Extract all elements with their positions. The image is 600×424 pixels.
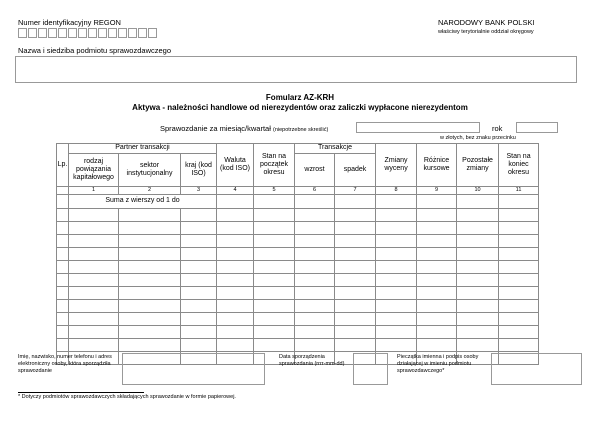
table-row <box>57 339 539 352</box>
table-cell[interactable] <box>181 209 217 222</box>
table-cell[interactable] <box>181 300 217 313</box>
table-cell[interactable] <box>376 248 417 261</box>
table-cell[interactable] <box>457 326 499 339</box>
table-cell[interactable] <box>295 313 335 326</box>
table-cell[interactable] <box>335 235 376 248</box>
table-cell[interactable] <box>254 209 295 222</box>
table-cell[interactable] <box>499 222 539 235</box>
date-field[interactable] <box>353 353 388 385</box>
contact-field[interactable] <box>122 353 265 385</box>
table-cell[interactable] <box>217 300 254 313</box>
table-cell[interactable] <box>119 287 181 300</box>
table-cell[interactable] <box>254 287 295 300</box>
table-cell[interactable] <box>417 248 457 261</box>
regon-digit-box[interactable] <box>58 28 67 38</box>
table-cell[interactable] <box>417 261 457 274</box>
sum-cell[interactable] <box>499 195 539 209</box>
sum-cell[interactable] <box>417 195 457 209</box>
lp-cell <box>57 313 69 326</box>
col-header-wzrost: wzrost <box>295 154 335 187</box>
table-cell[interactable] <box>119 222 181 235</box>
table-cell[interactable] <box>376 313 417 326</box>
table-cell[interactable] <box>457 274 499 287</box>
table-cell[interactable] <box>417 209 457 222</box>
table-cell[interactable] <box>181 326 217 339</box>
period-label <box>160 124 328 133</box>
table-cell[interactable] <box>295 209 335 222</box>
table-cell[interactable] <box>69 274 119 287</box>
column-number-cell: 4 <box>217 187 254 195</box>
date-label: Data sporządzenia sprawozdania (rrrr-mm-dd) <box>279 354 345 367</box>
lp-cell <box>57 222 69 235</box>
bank-branch: właściwy terytorialnie oddział okręgowy <box>438 29 534 35</box>
header-row-top <box>57 144 539 154</box>
regon-digit-box[interactable] <box>48 28 57 38</box>
table-cell[interactable] <box>119 313 181 326</box>
table-cell[interactable] <box>217 313 254 326</box>
regon-digit-box[interactable] <box>18 28 27 38</box>
col-group-transakcje: Transakcje <box>295 144 376 154</box>
table-cell[interactable] <box>335 261 376 274</box>
table-cell[interactable] <box>119 209 181 222</box>
sum-cell[interactable] <box>376 195 417 209</box>
regon-digit-box[interactable] <box>98 28 107 38</box>
lp-cell <box>57 339 69 352</box>
table-row <box>57 300 539 313</box>
table-cell[interactable] <box>181 235 217 248</box>
table-cell[interactable] <box>335 300 376 313</box>
table-cell[interactable] <box>119 274 181 287</box>
regon-digit-box[interactable] <box>148 28 157 38</box>
period-field[interactable] <box>356 122 480 133</box>
regon-digit-box[interactable] <box>108 28 117 38</box>
col-group-partner: Partner transakcji <box>69 144 217 154</box>
regon-label: Numer identyfikacyjny REGON <box>18 18 121 27</box>
table-cell[interactable] <box>69 313 119 326</box>
table-cell[interactable] <box>119 326 181 339</box>
lp-cell <box>57 300 69 313</box>
regon-digit-box[interactable] <box>138 28 147 38</box>
table-cell[interactable] <box>69 235 119 248</box>
lp-cell <box>57 209 69 222</box>
table-row <box>57 287 539 300</box>
table-cell[interactable] <box>499 209 539 222</box>
table-cell[interactable] <box>295 222 335 235</box>
col-header-pozostale-zmiany: Pozostałe zmiany <box>457 144 499 187</box>
table-row <box>57 248 539 261</box>
table-row <box>57 261 539 274</box>
table-cell[interactable] <box>417 287 457 300</box>
units-note: w złotych, bez znaku przecinku <box>440 135 516 141</box>
table-cell[interactable] <box>254 248 295 261</box>
sum-row <box>57 195 539 209</box>
sum-cell[interactable] <box>254 195 295 209</box>
table-cell[interactable] <box>376 300 417 313</box>
column-number-cell: 11 <box>499 187 539 195</box>
stamp-label: Pieczątka imienna i podpis osoby działającej w imieniu podmiotu sprawozdawczego* <box>397 354 479 374</box>
form-title: Fomularz AZ-KRH <box>265 93 335 102</box>
table-cell[interactable] <box>457 313 499 326</box>
table-cell[interactable] <box>119 339 181 352</box>
table-cell[interactable] <box>457 339 499 352</box>
entity-label: Nazwa i siedziba podmiotu sprawozdawczego <box>18 46 171 55</box>
table-cell[interactable] <box>335 313 376 326</box>
regon-digit-box[interactable] <box>38 28 47 38</box>
table-cell[interactable] <box>499 300 539 313</box>
sum-lp-cell <box>57 195 69 209</box>
table-cell[interactable] <box>217 248 254 261</box>
contact-label: Imię, nazwisko, numer telefonu i adres elektroniczny osoby, która sporządziła sprawozdanie <box>18 354 112 374</box>
table-cell[interactable] <box>254 326 295 339</box>
table-cell[interactable] <box>376 222 417 235</box>
column-number-cell: 5 <box>254 187 295 195</box>
column-number-cell <box>57 187 69 195</box>
regon-digit-box[interactable] <box>28 28 37 38</box>
col-header-spadek: spadek <box>335 154 376 187</box>
table-cell[interactable] <box>457 222 499 235</box>
table-cell[interactable] <box>69 209 119 222</box>
table-cell[interactable] <box>376 274 417 287</box>
table-cell[interactable] <box>499 313 539 326</box>
table-cell[interactable] <box>69 300 119 313</box>
lp-cell <box>57 261 69 274</box>
table-cell[interactable] <box>499 287 539 300</box>
lp-cell <box>57 326 69 339</box>
regon-digit-box[interactable] <box>88 28 97 38</box>
table-cell[interactable] <box>254 222 295 235</box>
table-cell[interactable] <box>335 287 376 300</box>
table-cell[interactable] <box>457 209 499 222</box>
table-cell[interactable] <box>457 235 499 248</box>
column-number-cell: 7 <box>335 187 376 195</box>
col-header-kraj: kraj (kod ISO) <box>181 154 217 187</box>
lp-cell <box>57 248 69 261</box>
table-cell[interactable] <box>417 235 457 248</box>
sum-cell[interactable] <box>457 195 499 209</box>
col-header-lp: Lp. <box>57 144 69 187</box>
table-cell[interactable] <box>181 287 217 300</box>
lp-cell <box>57 287 69 300</box>
table-cell[interactable] <box>376 235 417 248</box>
table-cell[interactable] <box>376 209 417 222</box>
table-cell[interactable] <box>499 326 539 339</box>
table-cell[interactable] <box>254 300 295 313</box>
table-row <box>57 235 539 248</box>
table-cell[interactable] <box>417 339 457 352</box>
form-subtitle: Aktywa - należności handlowe od nierezydentów oraz zaliczki wypłacone nierezydentom <box>132 103 468 112</box>
sum-cell[interactable] <box>335 195 376 209</box>
column-number-cell: 10 <box>457 187 499 195</box>
table-row <box>57 209 539 222</box>
table-cell[interactable] <box>119 248 181 261</box>
table-cell[interactable] <box>417 313 457 326</box>
table-cell[interactable] <box>457 287 499 300</box>
table-cell[interactable] <box>181 222 217 235</box>
table-cell[interactable] <box>417 300 457 313</box>
bank-name: NARODOWY BANK POLSKI <box>438 18 535 27</box>
column-number-cell: 1 <box>69 187 119 195</box>
table-cell[interactable] <box>69 287 119 300</box>
table-cell[interactable] <box>499 235 539 248</box>
sum-cell[interactable] <box>217 195 254 209</box>
table-cell[interactable] <box>69 339 119 352</box>
data-table <box>56 143 539 365</box>
table-cell[interactable] <box>181 274 217 287</box>
table-cell[interactable] <box>217 326 254 339</box>
table-cell[interactable] <box>295 300 335 313</box>
table-cell[interactable] <box>417 222 457 235</box>
table-row <box>57 313 539 326</box>
table-cell[interactable] <box>457 261 499 274</box>
table-cell[interactable] <box>254 261 295 274</box>
lp-cell <box>57 274 69 287</box>
year-field[interactable] <box>516 122 558 133</box>
column-number-cell: 6 <box>295 187 335 195</box>
table-cell[interactable] <box>295 326 335 339</box>
table-cell[interactable] <box>217 339 254 352</box>
table-cell[interactable] <box>217 261 254 274</box>
table-cell[interactable] <box>295 274 335 287</box>
table-cell[interactable] <box>119 261 181 274</box>
regon-input-boxes[interactable] <box>18 28 158 38</box>
table-cell[interactable] <box>119 300 181 313</box>
col-header-roznice-kursowe: Różnice kursowe <box>417 144 457 187</box>
col-header-zmiany-wyceny: Zmiany wyceny <box>376 144 417 187</box>
table-cell[interactable] <box>335 326 376 339</box>
table-cell[interactable] <box>217 235 254 248</box>
table-cell[interactable] <box>295 261 335 274</box>
column-number-cell: 8 <box>376 187 417 195</box>
table-cell[interactable] <box>254 235 295 248</box>
table-cell[interactable] <box>335 248 376 261</box>
col-header-waluta: Waluta (kod ISO) <box>217 144 254 187</box>
sum-cell[interactable] <box>295 195 335 209</box>
table-cell[interactable] <box>376 326 417 339</box>
table-cell[interactable] <box>217 222 254 235</box>
col-header-stan-poczatek: Stan na początek okresu <box>254 144 295 187</box>
regon-digit-box[interactable] <box>68 28 77 38</box>
table-cell[interactable] <box>254 274 295 287</box>
col-header-rodzaj: rodzaj powiązania kapitałowego <box>69 154 119 187</box>
table-row <box>57 274 539 287</box>
table-cell[interactable] <box>499 274 539 287</box>
table-cell[interactable] <box>417 326 457 339</box>
table-cell[interactable] <box>217 287 254 300</box>
table-row <box>57 326 539 339</box>
table-cell[interactable] <box>69 326 119 339</box>
table-cell[interactable] <box>499 248 539 261</box>
table-cell[interactable] <box>69 222 119 235</box>
table-cell[interactable] <box>295 287 335 300</box>
table-cell[interactable] <box>499 261 539 274</box>
table-cell[interactable] <box>119 235 181 248</box>
table-cell[interactable] <box>181 261 217 274</box>
table-cell[interactable] <box>254 313 295 326</box>
period-note: (niepotrzebne skreślić) <box>272 127 329 133</box>
column-number-cell: 3 <box>181 187 217 195</box>
table-cell[interactable] <box>217 209 254 222</box>
footnote: * Dotyczy podmiotów sprawozdawczych składających sprawozdanie w formie papierowej. <box>18 394 236 400</box>
table-cell[interactable] <box>217 274 254 287</box>
col-header-sektor: sektor instytucjonalny <box>119 154 181 187</box>
table-cell[interactable] <box>181 248 217 261</box>
table-cell[interactable] <box>254 339 295 352</box>
table-cell[interactable] <box>69 248 119 261</box>
table-cell[interactable] <box>499 339 539 352</box>
table-cell[interactable] <box>457 248 499 261</box>
entity-name-field[interactable] <box>15 56 577 83</box>
table-cell[interactable] <box>335 339 376 352</box>
table-cell[interactable] <box>69 261 119 274</box>
table-cell[interactable] <box>295 339 335 352</box>
table-cell[interactable] <box>335 274 376 287</box>
lp-cell <box>57 235 69 248</box>
table-cell[interactable] <box>295 235 335 248</box>
column-number-row <box>57 187 539 195</box>
regon-digit-box[interactable] <box>118 28 127 38</box>
footnote-divider <box>18 392 144 393</box>
year-label: rok <box>492 124 503 133</box>
table-cell[interactable] <box>181 339 217 352</box>
table-cell[interactable] <box>376 339 417 352</box>
table-cell[interactable] <box>295 248 335 261</box>
table-row <box>57 222 539 235</box>
table-cell[interactable] <box>376 261 417 274</box>
period-label-text: Sprawozdanie za miesiąc/kwartał <box>160 124 271 133</box>
sum-label: Suma z wierszy od 1 do <box>69 195 217 209</box>
column-number-cell: 2 <box>119 187 181 195</box>
signature-field[interactable] <box>491 353 582 385</box>
table-cell[interactable] <box>181 313 217 326</box>
column-number-cell: 9 <box>417 187 457 195</box>
col-header-stan-koniec: Stan na koniec okresu <box>499 144 539 187</box>
table-cell[interactable] <box>457 300 499 313</box>
table-cell[interactable] <box>335 209 376 222</box>
table-cell[interactable] <box>376 287 417 300</box>
table-cell[interactable] <box>335 222 376 235</box>
table-cell[interactable] <box>417 274 457 287</box>
regon-digit-box[interactable] <box>128 28 137 38</box>
regon-digit-box[interactable] <box>78 28 87 38</box>
